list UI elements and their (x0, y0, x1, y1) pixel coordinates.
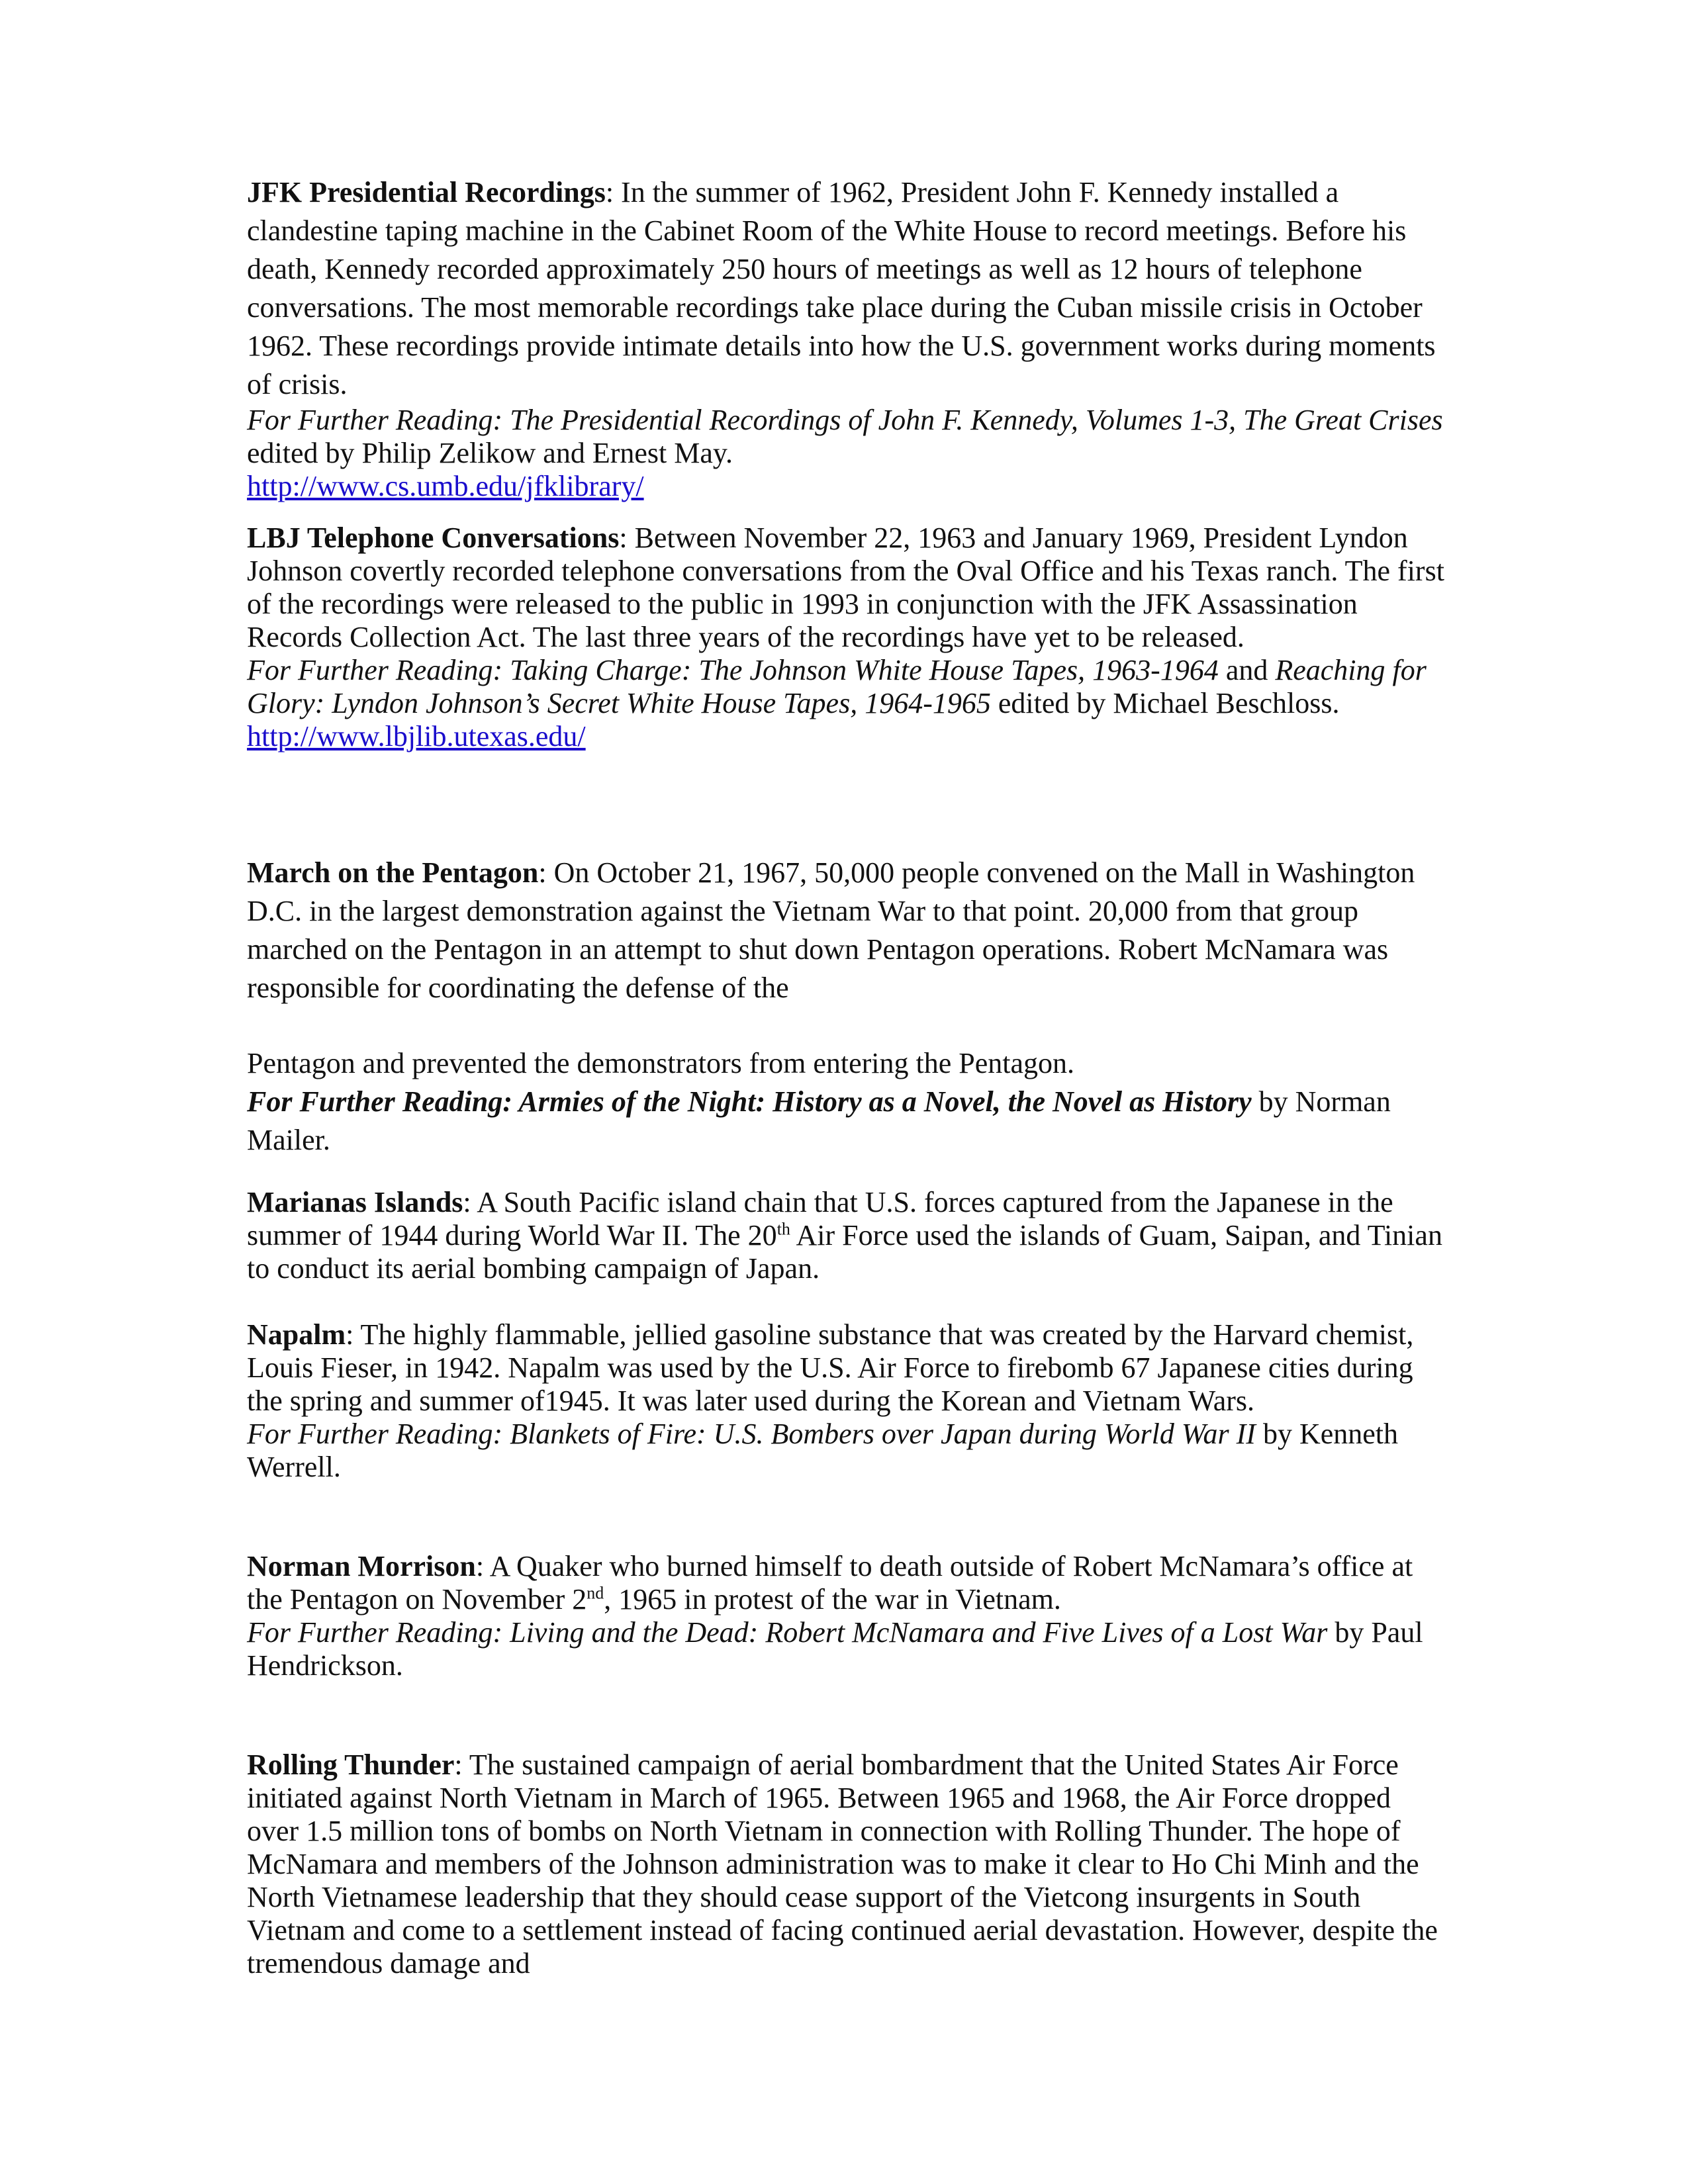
entry-term: Norman Morrison (247, 1550, 476, 1582)
entry-body: : In the summer of 1962, President John F. Kennedy installed a clandestine taping machine in the Cabinet Room of the White House to record meetings. Before his death, Kennedy recorded approximately 250 hours of meetings as well as 12 hours of telephone conversations. The most memorable recordings take place during the Cuban missile crisis in October 1962. These recordings provide intimate details into how the U.S. government works during moments of crisis. (247, 176, 1436, 400)
further-reading (247, 1418, 1445, 1484)
ordinal-suffix: th (776, 1219, 790, 1239)
entry-marianas-islands (247, 1186, 1445, 1285)
entry-rolling-thunder (247, 1749, 1445, 1980)
reading-conjunction: and (1218, 654, 1276, 686)
further-reading (247, 654, 1445, 720)
entry-napalm (247, 1318, 1445, 1484)
reading-title: For Further Reading: Armies of the Night: History as a Novel, the Novel as History (247, 1085, 1252, 1118)
reading-title: For Further Reading: Blankets of Fire: U.S. Bombers over Japan during World War II (247, 1418, 1256, 1450)
entry-paragraph (247, 1749, 1445, 1980)
entry-march-on-pentagon (247, 854, 1445, 1007)
lbj-library-link[interactable]: http://www.lbjlib.utexas.edu/ (247, 720, 586, 752)
entry-term: Napalm (247, 1318, 346, 1351)
entry-paragraph (247, 1318, 1445, 1418)
entry-term: LBJ Telephone Conversations (247, 522, 620, 554)
further-reading (247, 1616, 1445, 1682)
entry-jfk-recordings (247, 173, 1445, 503)
reading-author: by Kenneth Werrell. (247, 1418, 1398, 1483)
entry-term: JFK Presidential Recordings (247, 176, 606, 208)
entry-body: : On October 21, 1967, 50,000 people convened on the Mall in Washington D.C. in the largest demonstration against the Vietnam War to that point. 20,000 from that group marched on the Pentagon in an attempt to shut down Pentagon operations. Robert McNamara was responsible for coordinating the defense of the (247, 856, 1415, 1004)
entry-norman-morrison (247, 1550, 1445, 1682)
entry-body-cont: , 1965 in protest of the war in Vietnam. (604, 1583, 1061, 1615)
further-reading (247, 404, 1445, 470)
entry-body: : The sustained campaign of aerial bombardment that the United States Air Force initiated against North Vietnam in March of 1965. Between 1965 and 1968, the Air Force dropped over 1.5 million tons of bombs on North Vietnam in connection with Rolling Thunder. The hope of McNamara and members of the Johnson administration was to make it clear to Ho Chi Minh and the North Vietnamese leadership that they should cease support of the Vietcong insurgents in South Vietnam and come to a settlement instead of facing continued aerial devastation. However, despite the tremendous damage and (247, 1749, 1438, 1979)
reading-title: For Further Reading: The Presidential Recordings of John F. Kennedy, Volumes 1-3, The Great Crises (247, 404, 1443, 436)
link-paragraph (247, 470, 1445, 503)
entry-march-on-pentagon-continued (247, 1044, 1445, 1160)
link-paragraph (247, 720, 1445, 753)
ordinal-suffix: nd (586, 1583, 604, 1603)
entry-lbj-conversations (247, 522, 1445, 753)
entry-paragraph (247, 1186, 1445, 1285)
entry-term: March on the Pentagon (247, 856, 539, 889)
jfk-library-link[interactable]: http://www.cs.umb.edu/jfklibrary/ (247, 470, 644, 502)
entry-paragraph (247, 522, 1445, 654)
entry-paragraph (247, 1550, 1445, 1616)
reading-author: by Paul Hendrickson. (247, 1616, 1423, 1682)
reading-title-2: Reaching for Glory: Lyndon Johnson’s Secret White House Tapes, 1964-1965 (247, 654, 1427, 719)
entry-continued: Pentagon and prevented the demonstrators from entering the Pentagon. (247, 1047, 1074, 1079)
reading-title: For Further Reading: Living and the Dead: Robert McNamara and Five Lives of a Lost War (247, 1616, 1328, 1649)
entry-body: : The highly flammable, jellied gasoline substance that was created by the Harvard chemist, Louis Fieser, in 1942. Napalm was used by the U.S. Air Force to firebomb 67 Japanese cities during the spring and summer of1945. It was later used during the Korean and Vietnam Wars. (247, 1318, 1414, 1417)
entry-body: : A Quaker who burned himself to death outside of Robert McNamara’s office at the Pentagon on November 2 (247, 1550, 1413, 1615)
reading-editors: edited by Philip Zelikow and Ernest May. (247, 437, 733, 469)
reading-title: For Further Reading: Taking Charge: The Johnson White House Tapes, 1963-1964 (247, 654, 1219, 686)
reading-author: by Norman Mailer. (247, 1085, 1391, 1156)
entry-term: Rolling Thunder (247, 1749, 455, 1781)
reading-editors: edited by Michael Beschloss. (990, 687, 1340, 719)
entry-body: : Between November 22, 1963 and January 1969, President Lyndon Johnson covertly recorded telephone conversations from the Oval Office and his Texas ranch. The first of the recordings were released to the public in 1993 in conjunction with the JFK Assassination Records Collection Act. The last three years of the recordings have yet to be released. (247, 522, 1444, 653)
entry-body-cont: Air Force used the islands of Guam, Saipan, and Tinian to conduct its aerial bombing campaign of Japan. (247, 1219, 1442, 1285)
entry-paragraph (247, 854, 1445, 1007)
entry-term: Marianas Islands (247, 1186, 463, 1218)
entry-paragraph (247, 173, 1445, 404)
entry-body: : A South Pacific island chain that U.S. forces captured from the Japanese in the summer of 1944 during World War II. The 20 (247, 1186, 1393, 1251)
further-reading (247, 1083, 1445, 1160)
